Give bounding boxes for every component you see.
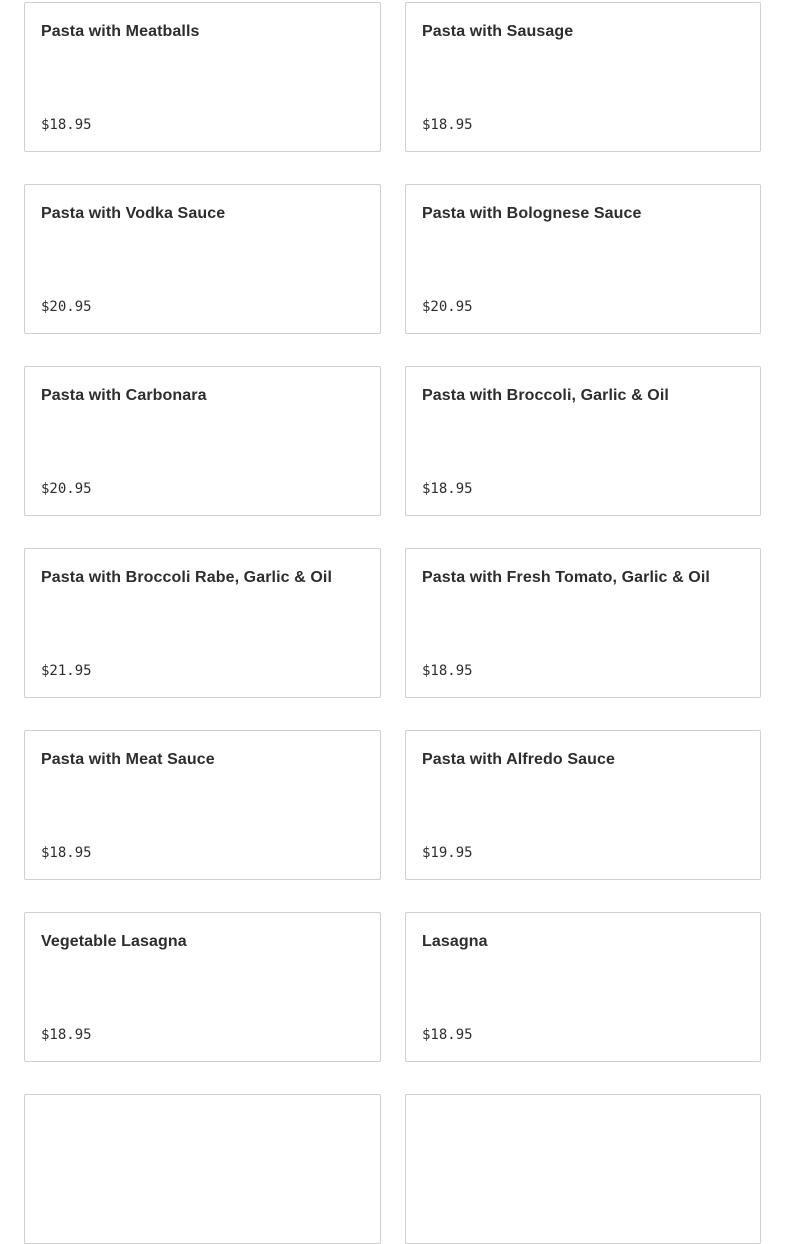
menu-item-price: $20.95: [41, 481, 92, 497]
menu-item-name: Pasta with Bolognese Sauce: [422, 205, 642, 222]
menu-item-price: $18.95: [41, 845, 92, 861]
menu-item-name: Pasta with Sausage: [422, 23, 574, 40]
menu-item-name: Pasta with Broccoli, Garlic & Oil: [422, 387, 669, 404]
menu-item-name: Vegetable Lasagna: [41, 933, 187, 950]
menu-item-price: $18.95: [41, 1027, 92, 1043]
menu-item-price: $19.95: [422, 845, 473, 861]
menu-item-name: Lasagna: [422, 933, 488, 950]
menu-item-price: $20.95: [41, 299, 92, 315]
menu-item-card[interactable]: [24, 184, 381, 334]
menu-item-grid: [24, 2, 761, 1244]
menu-item-name: Pasta with Alfredo Sauce: [422, 751, 615, 768]
menu-item-name: Pasta with Vodka Sauce: [41, 205, 226, 222]
menu-item-price: $18.95: [422, 117, 473, 133]
menu-item-card[interactable]: [405, 912, 761, 1062]
menu-item-price: $18.95: [41, 117, 92, 133]
menu-item-name: Pasta with Meatballs: [41, 23, 200, 40]
menu-item-card[interactable]: [405, 2, 761, 152]
menu-item-card[interactable]: [405, 184, 761, 334]
menu-item-price: $20.95: [422, 299, 473, 315]
menu-item-card[interactable]: [405, 730, 761, 880]
menu-item-card[interactable]: [405, 1094, 761, 1244]
menu-item-price: $18.95: [422, 663, 473, 679]
menu-item-card[interactable]: [24, 366, 381, 516]
menu-item-price: $21.95: [41, 663, 92, 679]
menu-item-card[interactable]: [405, 366, 761, 516]
menu-item-card[interactable]: [24, 730, 381, 880]
menu-item-name: Pasta with Carbonara: [41, 387, 207, 404]
menu-item-card[interactable]: [405, 548, 761, 698]
menu-item-name: Pasta with Broccoli Rabe, Garlic & Oil: [41, 569, 332, 586]
menu-item-card[interactable]: [24, 548, 381, 698]
menu-item-name: Pasta with Fresh Tomato, Garlic & Oil: [422, 569, 710, 586]
menu-item-name: Pasta with Meat Sauce: [41, 751, 215, 768]
menu-item-price: $18.95: [422, 1027, 473, 1043]
menu-item-card[interactable]: [24, 1094, 381, 1244]
menu-item-card[interactable]: [24, 2, 381, 152]
menu-item-card[interactable]: [24, 912, 381, 1062]
menu-item-price: $18.95: [422, 481, 473, 497]
